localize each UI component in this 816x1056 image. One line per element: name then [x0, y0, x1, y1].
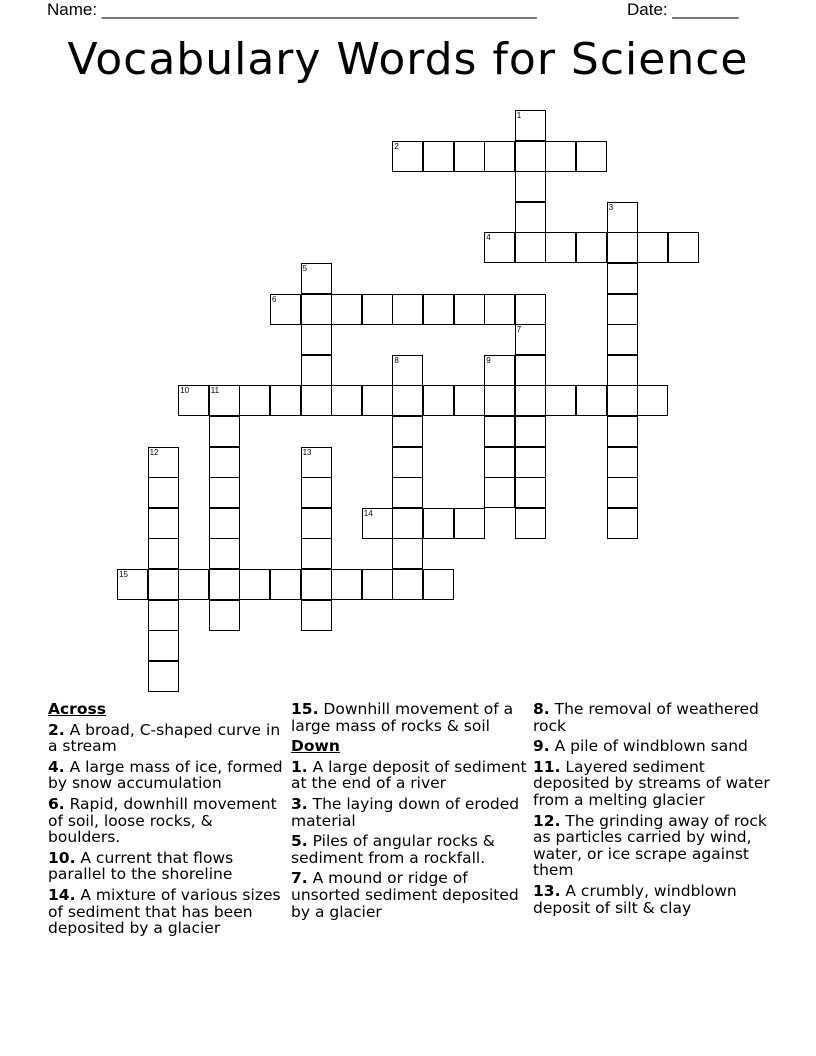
crossword-cell[interactable]: [362, 385, 393, 416]
crossword-cell[interactable]: [362, 294, 393, 325]
crossword-cell[interactable]: [331, 569, 362, 600]
crossword-cell[interactable]: [607, 447, 638, 478]
crossword-cell[interactable]: [148, 477, 179, 508]
crossword-cell[interactable]: [515, 477, 546, 508]
crossword-cell[interactable]: [515, 508, 546, 539]
across-heading: Across: [48, 700, 106, 718]
clue-across-2: [48, 722, 288, 755]
crossword-cell[interactable]: [209, 538, 240, 569]
crossword-cell[interactable]: [392, 477, 423, 508]
crossword-cell[interactable]: [607, 232, 638, 263]
crossword-cell[interactable]: [301, 477, 332, 508]
crossword-cell[interactable]: [423, 294, 454, 325]
crossword-cell[interactable]: [484, 477, 515, 508]
crossword-cell[interactable]: [423, 385, 454, 416]
crossword-cell[interactable]: [607, 385, 638, 416]
name-field-label: Name: ______________________________________________: [47, 0, 537, 19]
crossword-cell[interactable]: [331, 385, 362, 416]
clue-across-6: [48, 796, 288, 846]
clue-text: The laying down of eroded material: [291, 794, 520, 830]
crossword-cell[interactable]: [301, 569, 332, 600]
crossword-cell[interactable]: [148, 538, 179, 569]
clue-number: 11.: [533, 757, 561, 776]
clue-text: Rapid, downhill movement of soil, loose rocks, & boulders.: [48, 794, 277, 847]
clue-down-12: [533, 813, 773, 879]
crossword-cell[interactable]: [515, 110, 546, 141]
clue-number: 8.: [533, 700, 550, 718]
crossword-cell[interactable]: [545, 232, 576, 263]
page-title: Vocabulary Words for Science: [67, 34, 749, 85]
crossword-cell[interactable]: [392, 355, 423, 386]
crossword-cell[interactable]: [484, 447, 515, 478]
crossword-cell[interactable]: [362, 508, 393, 539]
clue-text: Piles of angular rocks & sediment from a rockfall.: [291, 832, 495, 867]
cell-number: 4: [486, 233, 491, 243]
clue-down-7: [291, 870, 529, 920]
clue-number: 5.: [291, 832, 308, 851]
crossword-cell[interactable]: [301, 600, 332, 631]
clue-across-4: [48, 759, 288, 792]
crossword-cell[interactable]: [484, 294, 515, 325]
crossword-cell[interactable]: [209, 569, 240, 600]
crossword-cell[interactable]: [270, 385, 301, 416]
clue-across-14: [48, 887, 288, 937]
crossword-cell[interactable]: [576, 232, 607, 263]
crossword-cell[interactable]: [423, 508, 454, 539]
crossword-cell[interactable]: [454, 141, 485, 172]
clue-text: The removal of weathered rock: [533, 700, 759, 735]
cell-number: 13: [302, 447, 312, 457]
crossword-cell[interactable]: [607, 477, 638, 508]
clue-number: 1.: [291, 757, 308, 776]
crossword-cell[interactable]: [178, 385, 209, 416]
cell-number: 8: [394, 355, 399, 365]
clues-column-1: [48, 701, 288, 941]
crossword-cell[interactable]: [301, 324, 332, 355]
cell-number: 5: [302, 264, 308, 273]
crossword-cell[interactable]: [148, 661, 179, 692]
crossword-cell[interactable]: [607, 416, 638, 447]
crossword-cell[interactable]: [209, 600, 240, 631]
clue-number: 13.: [533, 881, 561, 900]
crossword-cell[interactable]: [362, 569, 393, 600]
cell-number: 15: [119, 570, 128, 579]
cell-number: 7: [516, 325, 522, 335]
crossword-cell[interactable]: [148, 447, 179, 478]
crossword-cell[interactable]: [392, 538, 423, 569]
crossword-cell[interactable]: [637, 232, 668, 263]
crossword-cell[interactable]: [301, 263, 332, 294]
clue-text: A crumbly, windblown deposit of silt & clay: [533, 881, 737, 917]
crossword-cell[interactable]: [392, 447, 423, 478]
crossword-cell[interactable]: [515, 202, 546, 233]
crossword-cell[interactable]: [331, 294, 362, 325]
cell-number: 1: [516, 111, 522, 120]
crossword-cell[interactable]: [209, 447, 240, 478]
crossword-cell[interactable]: [301, 355, 332, 386]
cell-number: 12: [149, 447, 159, 457]
clues-column-3: [533, 701, 773, 920]
clue-number: 15.: [291, 700, 319, 718]
crossword-cell[interactable]: [545, 385, 576, 416]
crossword-cell[interactable]: [209, 477, 240, 508]
crossword-cell[interactable]: [515, 171, 546, 202]
crossword-cell[interactable]: [484, 232, 515, 263]
crossword-cell[interactable]: [454, 508, 485, 539]
crossword-cell[interactable]: [515, 141, 546, 172]
clue-number: 2.: [48, 720, 65, 739]
down-heading: Down: [291, 737, 340, 756]
clues-column-2: [291, 701, 529, 924]
clue-text: A current that flows parallel to the shoreline: [48, 848, 234, 884]
clue-text: A mixture of various sizes of sediment that has been deposited by a glacier: [48, 885, 281, 938]
crossword-cell[interactable]: [148, 600, 179, 631]
crossword-cell[interactable]: [392, 416, 423, 447]
clue-down-5: [291, 833, 529, 866]
crossword-cell[interactable]: [392, 294, 423, 325]
crossword-cell[interactable]: [515, 355, 546, 386]
crossword-cell[interactable]: [607, 294, 638, 325]
crossword-cell[interactable]: [607, 355, 638, 386]
crossword-cell[interactable]: [148, 508, 179, 539]
clue-text: The grinding away of rock as particles carried by wind, water, or ice scrape against them: [533, 811, 767, 880]
crossword-cell[interactable]: [637, 385, 668, 416]
cell-number: 9: [486, 355, 491, 365]
crossword-cell[interactable]: [209, 385, 240, 416]
crossword-cell[interactable]: [239, 385, 270, 416]
crossword-cell[interactable]: [515, 324, 546, 355]
crossword-cell[interactable]: [515, 385, 546, 416]
crossword-cell[interactable]: [301, 385, 332, 416]
clue-down-11: [533, 759, 773, 809]
crossword-cell[interactable]: [607, 263, 638, 294]
crossword-cell[interactable]: [576, 385, 607, 416]
crossword-cell[interactable]: [423, 569, 454, 600]
crossword-cell[interactable]: [239, 569, 270, 600]
crossword-cell[interactable]: [392, 508, 423, 539]
clue-down-3: [291, 796, 529, 829]
date-field-label: Date: _______: [627, 0, 739, 19]
cell-number: 6: [272, 294, 277, 304]
crossword-cell[interactable]: [270, 569, 301, 600]
crossword-cell[interactable]: [148, 630, 179, 661]
clue-text: A large mass of ice, formed by snow accumulation: [48, 757, 283, 793]
crossword-cell[interactable]: [392, 385, 423, 416]
clue-number: 4.: [48, 757, 65, 776]
crossword-cell[interactable]: [423, 141, 454, 172]
crossword-cell[interactable]: [515, 447, 546, 478]
crossword-cell[interactable]: [392, 141, 423, 172]
crossword-cell[interactable]: [117, 569, 148, 600]
crossword-cell[interactable]: [454, 385, 485, 416]
crossword-cell[interactable]: [484, 416, 515, 447]
clue-number: 9.: [533, 737, 550, 756]
clue-text: Layered sediment deposited by streams of water from a melting glacier: [533, 757, 770, 809]
clue-number: 10.: [48, 848, 76, 867]
clue-number: 14.: [48, 885, 76, 904]
crossword-cell[interactable]: [270, 294, 301, 325]
crossword-cell[interactable]: [545, 141, 576, 172]
crossword-cell[interactable]: [392, 569, 423, 600]
crossword-cell[interactable]: [515, 294, 546, 325]
cell-number: 11: [210, 386, 220, 396]
clue-text: Downhill movement of a large mass of rocks & soil: [291, 700, 514, 735]
clue-number: 3.: [291, 794, 308, 813]
crossword-cell[interactable]: [209, 508, 240, 539]
clue-number: 6.: [48, 794, 65, 813]
cell-number: 10: [180, 386, 190, 396]
cell-number: 14: [363, 508, 373, 518]
crossword-cell[interactable]: [607, 508, 638, 539]
crossword-cell[interactable]: [301, 447, 332, 478]
clue-text: A pile of windblown sand: [554, 737, 748, 756]
crossword-cell[interactable]: [484, 355, 515, 386]
clue-text: A broad, C-shaped curve in a stream: [48, 720, 281, 756]
crossword-cell[interactable]: [668, 232, 699, 263]
clue-down-1: [291, 759, 529, 792]
crossword-cell[interactable]: [515, 232, 546, 263]
crossword-cell[interactable]: [454, 294, 485, 325]
crossword-cell[interactable]: [148, 569, 179, 600]
crossword-cell[interactable]: [607, 324, 638, 355]
clue-down-8: [533, 701, 773, 734]
clue-text: A mound or ridge of unsorted sediment deposited by a glacier: [291, 869, 519, 921]
crossword-cell[interactable]: [484, 141, 515, 172]
crossword-cell[interactable]: [484, 385, 515, 416]
crossword-cell[interactable]: [576, 141, 607, 172]
clue-down-13: [533, 883, 773, 916]
cell-number: 2: [394, 141, 399, 151]
crossword-cell[interactable]: [178, 569, 209, 600]
clue-number: 7.: [291, 869, 308, 888]
crossword-cell[interactable]: [515, 416, 546, 447]
clue-across-10: [48, 850, 288, 883]
crossword-cell[interactable]: [301, 538, 332, 569]
clue-text: A large deposit of sediment at the end of a river: [291, 757, 527, 793]
cell-number: 3: [608, 202, 614, 212]
clue-number: 12.: [533, 811, 561, 830]
clue-across-15: [291, 701, 529, 734]
clue-down-9: [533, 738, 773, 755]
crossword-cell[interactable]: [301, 294, 332, 325]
crossword-cell[interactable]: [607, 202, 638, 233]
crossword-cell[interactable]: [209, 416, 240, 447]
crossword-cell[interactable]: [301, 508, 332, 539]
